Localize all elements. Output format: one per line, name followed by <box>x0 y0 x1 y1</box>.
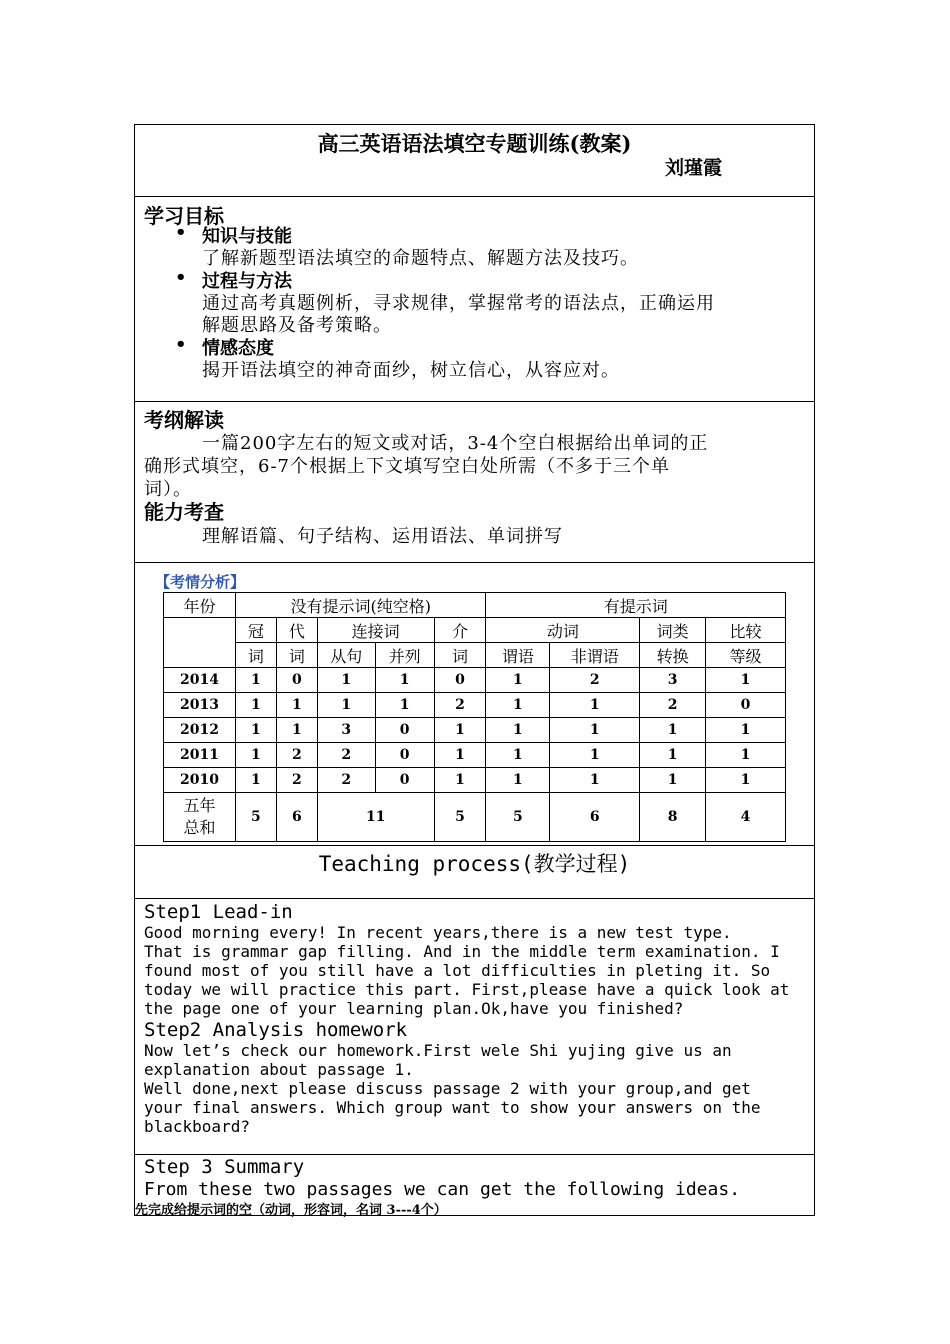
count-cell: 2 <box>276 768 317 793</box>
count-cell: 2 <box>317 743 375 768</box>
count-cell: 1 <box>434 743 486 768</box>
count-cell: 2 <box>550 668 640 693</box>
total-label-line: 五年 <box>183 796 216 815</box>
total-cell: 6 <box>550 793 640 842</box>
syllabus-text: 词）。 <box>144 479 192 500</box>
count-cell: 1 <box>375 668 434 693</box>
step1-text: That is grammar gap filling. And in the middle term examination. I <box>144 942 780 961</box>
table-row <box>164 668 786 693</box>
step3-text: From these two passages we can get the following ideas. <box>144 1179 741 1200</box>
step3-note: 先完成给提示词的空（动词，形容词，名词 3---4个） <box>135 1203 447 1218</box>
count-cell: 1 <box>235 743 276 768</box>
total-label <box>164 793 236 842</box>
table-header: 词类 <box>640 618 706 643</box>
table-row <box>164 768 786 793</box>
objective-text: 揭开语法填空的神奇面纱，树立信心，从容应对。 <box>202 360 620 381</box>
count-cell: 1 <box>706 668 786 693</box>
syllabus-text: 确形式填空，6-7个根据上下文填写空白处所需（不多于三个单 <box>144 456 670 477</box>
step2-title: Step2 Analysis homework <box>144 1019 408 1041</box>
table-header: 非谓语 <box>550 643 640 668</box>
process-title: Teaching process(教学过程) <box>318 852 631 876</box>
count-cell: 2 <box>276 743 317 768</box>
count-cell: 1 <box>486 718 550 743</box>
year-cell: 2013 <box>164 693 236 718</box>
count-cell: 1 <box>640 718 706 743</box>
step2-text: blackboard? <box>144 1117 250 1136</box>
table-header: 连接词 <box>317 618 434 643</box>
step1-title: Step1 Lead-in <box>144 901 293 923</box>
count-cell: 1 <box>486 668 550 693</box>
total-cell: 4 <box>706 793 786 842</box>
count-cell: 1 <box>434 718 486 743</box>
syllabus-heading: 考纲解读 <box>144 408 224 432</box>
count-cell: 1 <box>276 693 317 718</box>
table-header: 转换 <box>640 643 706 668</box>
table-header: 动词 <box>486 618 640 643</box>
year-cell: 2014 <box>164 668 236 693</box>
count-cell: 0 <box>706 693 786 718</box>
table-header-row <box>164 618 786 643</box>
step2-text: Now let’s check our homework.First wele Shi yujing give us an <box>144 1041 732 1060</box>
step2-text: explanation about passage 1. <box>144 1060 414 1079</box>
total-cell: 5 <box>486 793 550 842</box>
count-cell: 3 <box>640 668 706 693</box>
table-header: 没有提示词(纯空格) <box>235 593 486 618</box>
table-header: 等级 <box>706 643 786 668</box>
objectives-section <box>135 197 814 402</box>
process-section <box>135 846 814 899</box>
count-cell: 1 <box>317 693 375 718</box>
page-title: 高三英语语法填空专题训练(教案) <box>317 131 632 156</box>
total-cell: 8 <box>640 793 706 842</box>
count-cell: 1 <box>706 718 786 743</box>
count-cell: 1 <box>706 743 786 768</box>
objectives-heading: 学习目标 <box>144 204 224 228</box>
bullet-icon: • <box>175 334 187 355</box>
count-cell: 1 <box>317 668 375 693</box>
count-cell: 1 <box>434 768 486 793</box>
table-row <box>164 693 786 718</box>
syllabus-text: 一篇200字左右的短文或对话，3-4个空白根据给出单词的正 <box>202 433 709 454</box>
count-cell: 1 <box>550 693 640 718</box>
header-section <box>135 125 814 197</box>
table-header: 词 <box>235 643 276 668</box>
table-header: 词 <box>276 643 317 668</box>
table-header: 冠 <box>235 618 276 643</box>
step1-text: Good morning every! In recent years,there is a new test type. <box>144 923 732 942</box>
count-cell: 1 <box>375 693 434 718</box>
table-header-row <box>164 643 786 668</box>
step1-text: today we will practice this part. First,please have a quick look at <box>144 980 790 999</box>
count-cell: 1 <box>235 718 276 743</box>
ability-heading: 能力考查 <box>144 500 224 524</box>
total-label-line: 总和 <box>183 818 216 837</box>
step2-text: your final answers. Which group want to show your answers on the <box>144 1098 761 1117</box>
objective-text: 解题思路及备考策略。 <box>202 315 392 336</box>
table-header: 代 <box>276 618 317 643</box>
bullet-icon: • <box>175 222 187 243</box>
table-header: 介 <box>434 618 486 643</box>
count-cell: 1 <box>550 768 640 793</box>
table-header: 谓语 <box>486 643 550 668</box>
table-header: 并列 <box>375 643 434 668</box>
total-cell: 5 <box>235 793 276 842</box>
count-cell: 0 <box>276 668 317 693</box>
count-cell: 1 <box>235 668 276 693</box>
total-cell: 5 <box>434 793 486 842</box>
count-cell: 3 <box>317 718 375 743</box>
bullet-icon: • <box>175 267 187 288</box>
count-cell: 1 <box>486 743 550 768</box>
count-cell: 0 <box>375 718 434 743</box>
count-cell: 1 <box>640 743 706 768</box>
count-cell: 0 <box>434 668 486 693</box>
table-row <box>164 743 786 768</box>
year-cell: 2010 <box>164 768 236 793</box>
count-cell: 1 <box>550 718 640 743</box>
analysis-tag: 【考情分析】 <box>155 573 246 591</box>
total-cell: 11 <box>317 793 434 842</box>
steps-section <box>135 899 814 1155</box>
objective-text: 了解新题型语法填空的命题特点、解题方法及技巧。 <box>202 248 639 269</box>
step1-text: the page one of your learning plan.Ok,have you finished? <box>144 999 684 1018</box>
step2-text: Well done,next please discuss passage 2 with your group,and get <box>144 1079 751 1098</box>
table-header: 从句 <box>317 643 375 668</box>
author-name: 刘瑾霞 <box>664 157 722 179</box>
count-cell: 1 <box>550 743 640 768</box>
count-cell: 1 <box>486 768 550 793</box>
count-cell: 1 <box>235 768 276 793</box>
year-cell: 2011 <box>164 743 236 768</box>
table-header: 比较 <box>706 618 786 643</box>
table-header: 有提示词 <box>486 593 786 618</box>
objective-text: 通过高考真题例析，寻求规律，掌握常考的语法点，正确运用 <box>202 293 715 314</box>
count-cell: 0 <box>375 743 434 768</box>
table-header <box>164 618 236 668</box>
syllabus-section <box>135 402 814 563</box>
total-cell: 6 <box>276 793 317 842</box>
step3-title: Step 3 Summary <box>144 1156 305 1178</box>
count-cell: 0 <box>375 768 434 793</box>
count-cell: 1 <box>486 693 550 718</box>
table-header-row <box>164 593 786 618</box>
table-header: 年份 <box>164 593 236 618</box>
lesson-plan-table <box>134 124 815 1216</box>
count-cell: 1 <box>706 768 786 793</box>
step1-text: found most of you still have a lot difficulties in pleting it. So <box>144 961 771 980</box>
exam-statistics-table <box>163 592 786 842</box>
count-cell: 1 <box>640 768 706 793</box>
ability-text: 理解语篇、句子结构、运用语法、单词拼写 <box>202 526 563 547</box>
year-cell: 2012 <box>164 718 236 743</box>
analysis-section <box>135 563 814 846</box>
count-cell: 2 <box>434 693 486 718</box>
objective-title: 过程与方法 <box>202 271 292 292</box>
table-total-row <box>164 793 786 842</box>
count-cell: 2 <box>317 768 375 793</box>
summary-section <box>135 1155 814 1217</box>
count-cell: 2 <box>640 693 706 718</box>
count-cell: 1 <box>276 718 317 743</box>
table-row <box>164 718 786 743</box>
table-header: 词 <box>434 643 486 668</box>
objective-title: 知识与技能 <box>202 226 292 247</box>
objective-title: 情感态度 <box>202 338 274 359</box>
count-cell: 1 <box>235 693 276 718</box>
